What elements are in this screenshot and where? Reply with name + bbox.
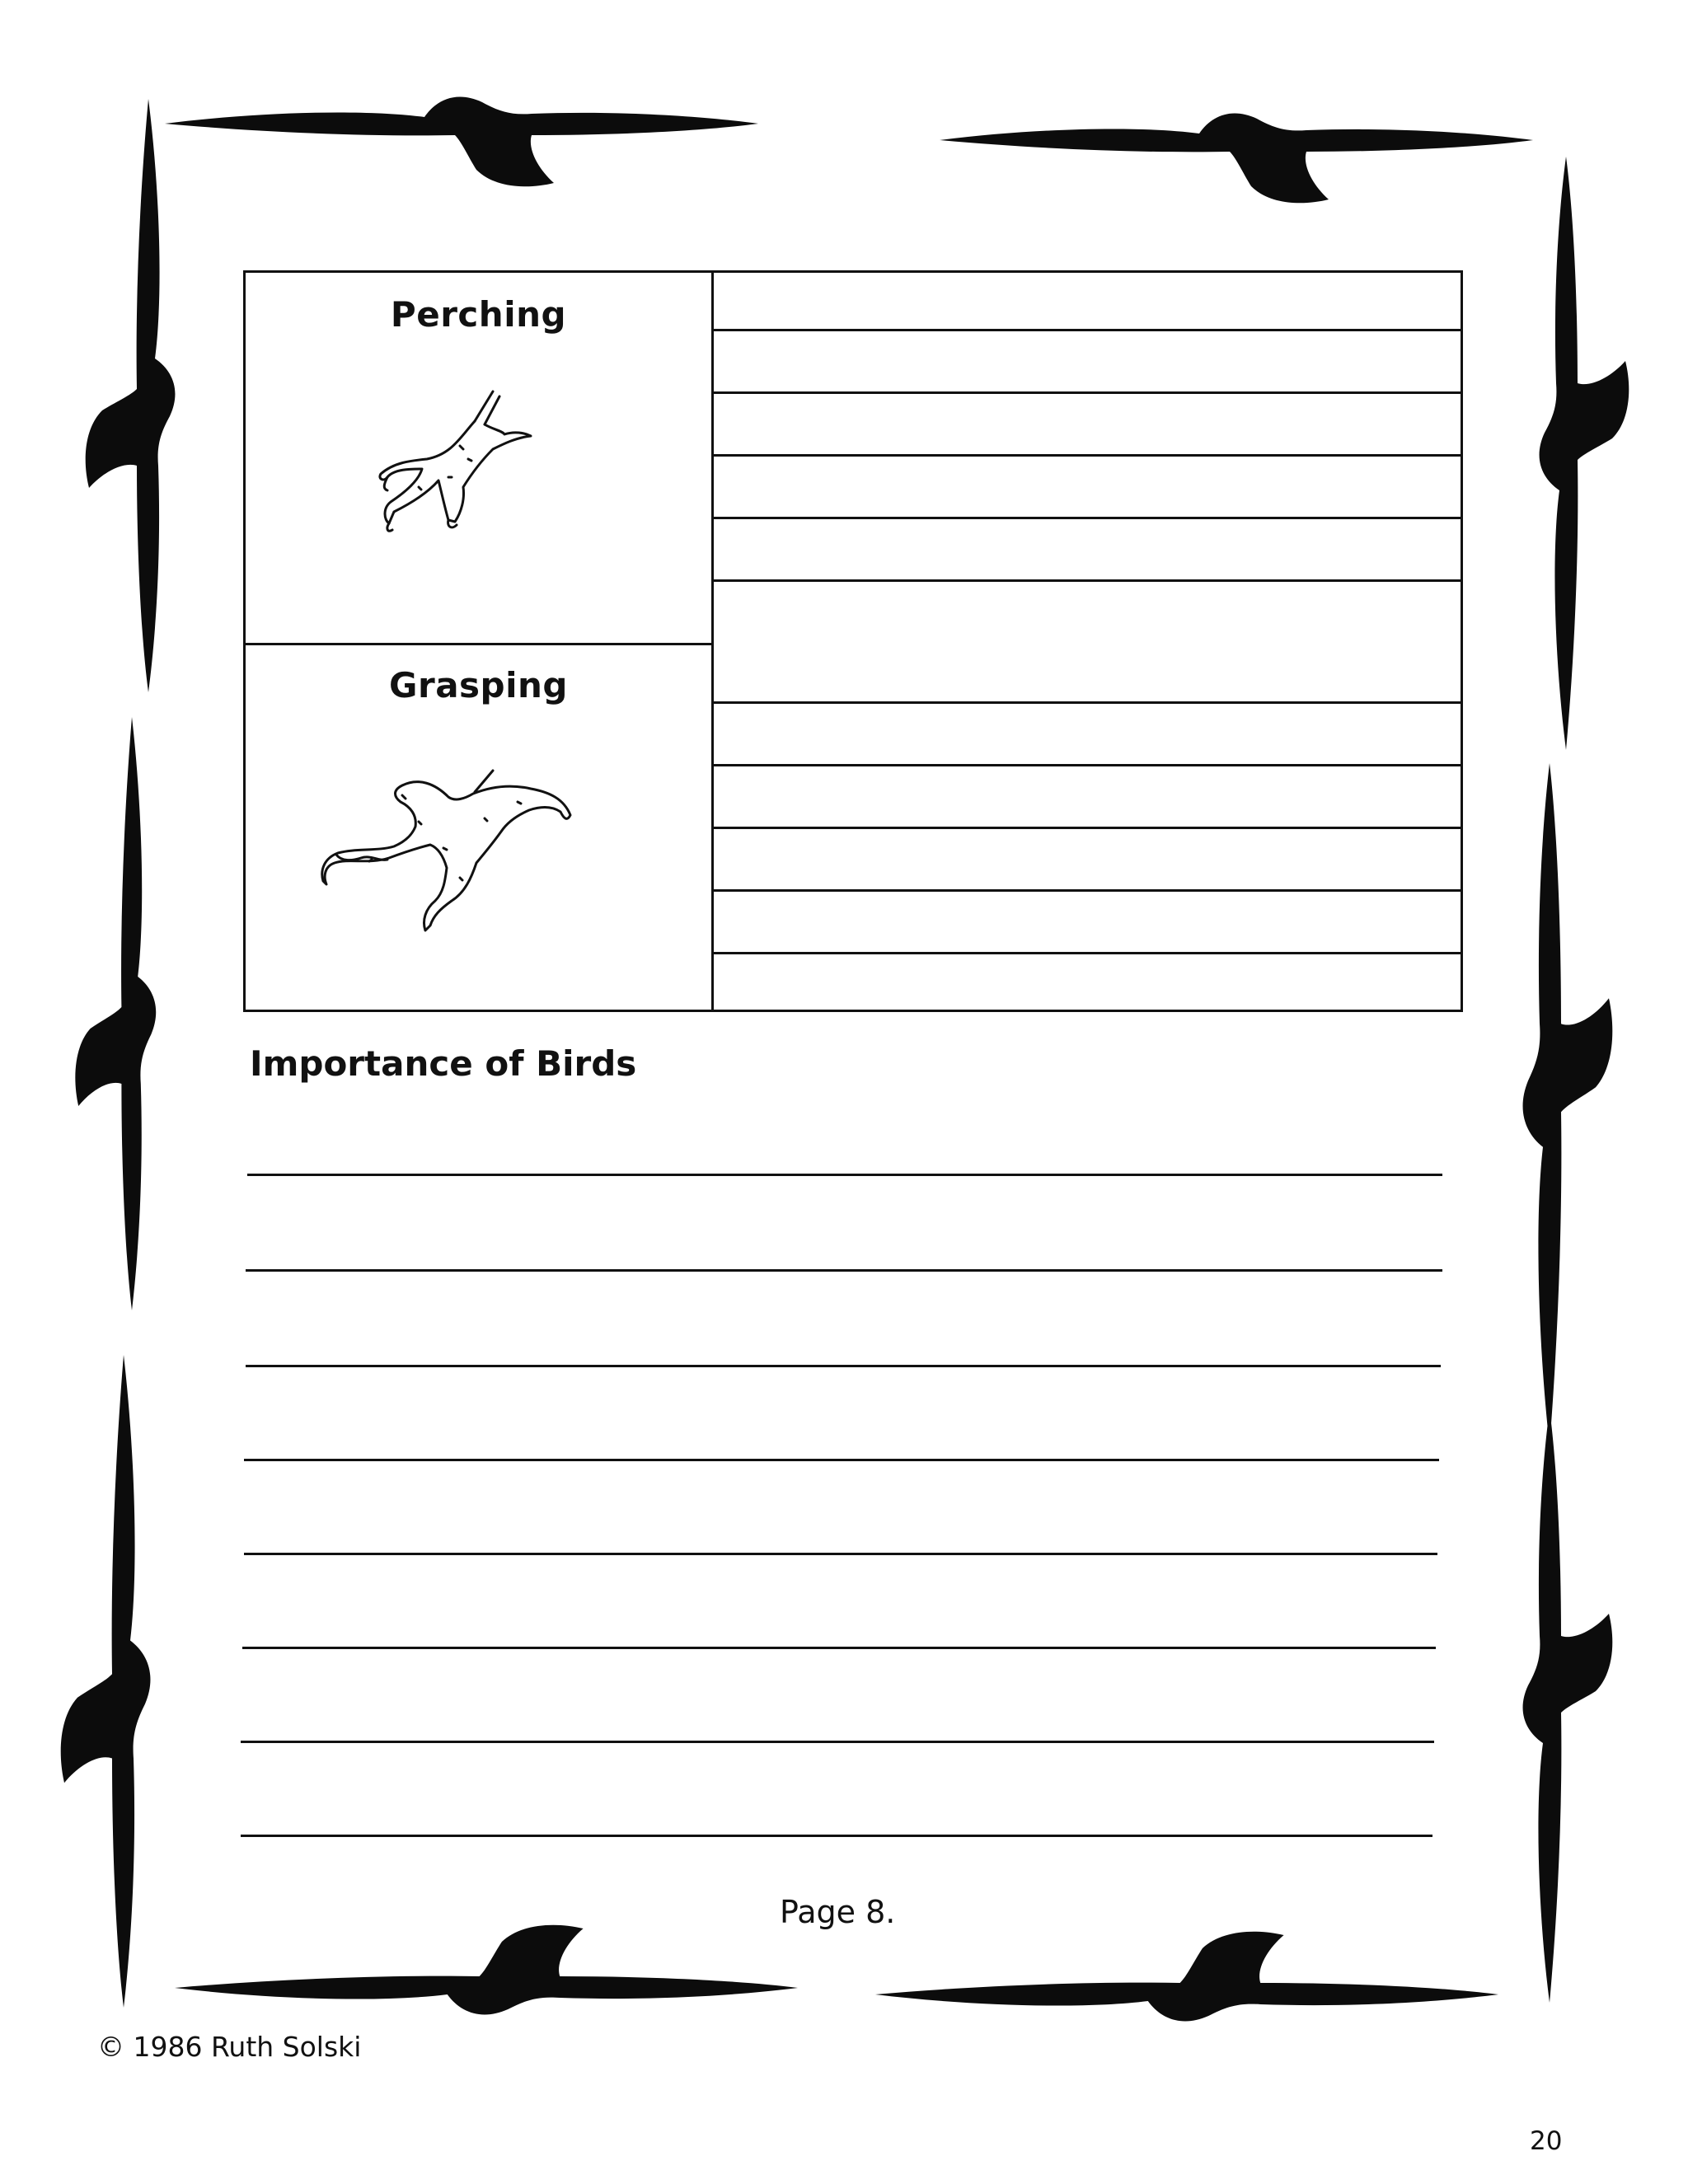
grasping-cell: [246, 645, 714, 1010]
answer-line[interactable]: [242, 1647, 1436, 1649]
bird-left-1-icon: [86, 99, 176, 692]
writing-line[interactable]: [714, 579, 1461, 582]
bird-bottom-right-icon: [875, 1932, 1498, 2022]
bird-feet-table: [243, 270, 1463, 1012]
description-lines: [714, 273, 1461, 1010]
copyright-notice: © 1986 Ruth Solski: [97, 2031, 362, 2063]
answer-line[interactable]: [244, 1553, 1437, 1555]
grasping-label: Grasping: [389, 665, 568, 705]
page-number: 20: [1530, 2126, 1563, 2156]
writing-line[interactable]: [714, 827, 1461, 829]
answer-line[interactable]: [241, 1835, 1432, 1837]
answer-line[interactable]: [244, 1459, 1439, 1461]
writing-line[interactable]: [714, 889, 1461, 892]
perching-cell: [246, 273, 714, 645]
perching-foot-icon: [369, 388, 551, 537]
answer-line[interactable]: [246, 1269, 1442, 1272]
importance-heading: Importance of Birds: [250, 1043, 637, 1084]
answer-line[interactable]: [241, 1741, 1434, 1743]
writing-line[interactable]: [714, 329, 1461, 331]
answer-line[interactable]: [246, 1365, 1441, 1367]
writing-line[interactable]: [714, 764, 1461, 766]
writing-line[interactable]: [714, 391, 1461, 394]
writing-line[interactable]: [714, 952, 1461, 954]
answer-line[interactable]: [247, 1174, 1442, 1176]
perching-label: Perching: [390, 294, 567, 335]
bird-top-left-icon: [165, 97, 758, 187]
bird-right-2-icon: [1523, 763, 1613, 1446]
writing-line[interactable]: [714, 454, 1461, 457]
bird-bottom-left-icon: [175, 1925, 798, 2015]
bird-right-1-icon: [1540, 157, 1629, 750]
writing-line[interactable]: [714, 517, 1461, 519]
bird-left-2-icon: [75, 717, 156, 1310]
grasping-foot-icon: [320, 769, 592, 934]
bird-left-3-icon: [61, 1355, 151, 2008]
bird-right-3-icon: [1523, 1409, 1613, 2003]
page-label: Page 8.: [780, 1894, 896, 1930]
writing-line[interactable]: [714, 701, 1461, 704]
bird-top-right-icon: [940, 114, 1533, 204]
